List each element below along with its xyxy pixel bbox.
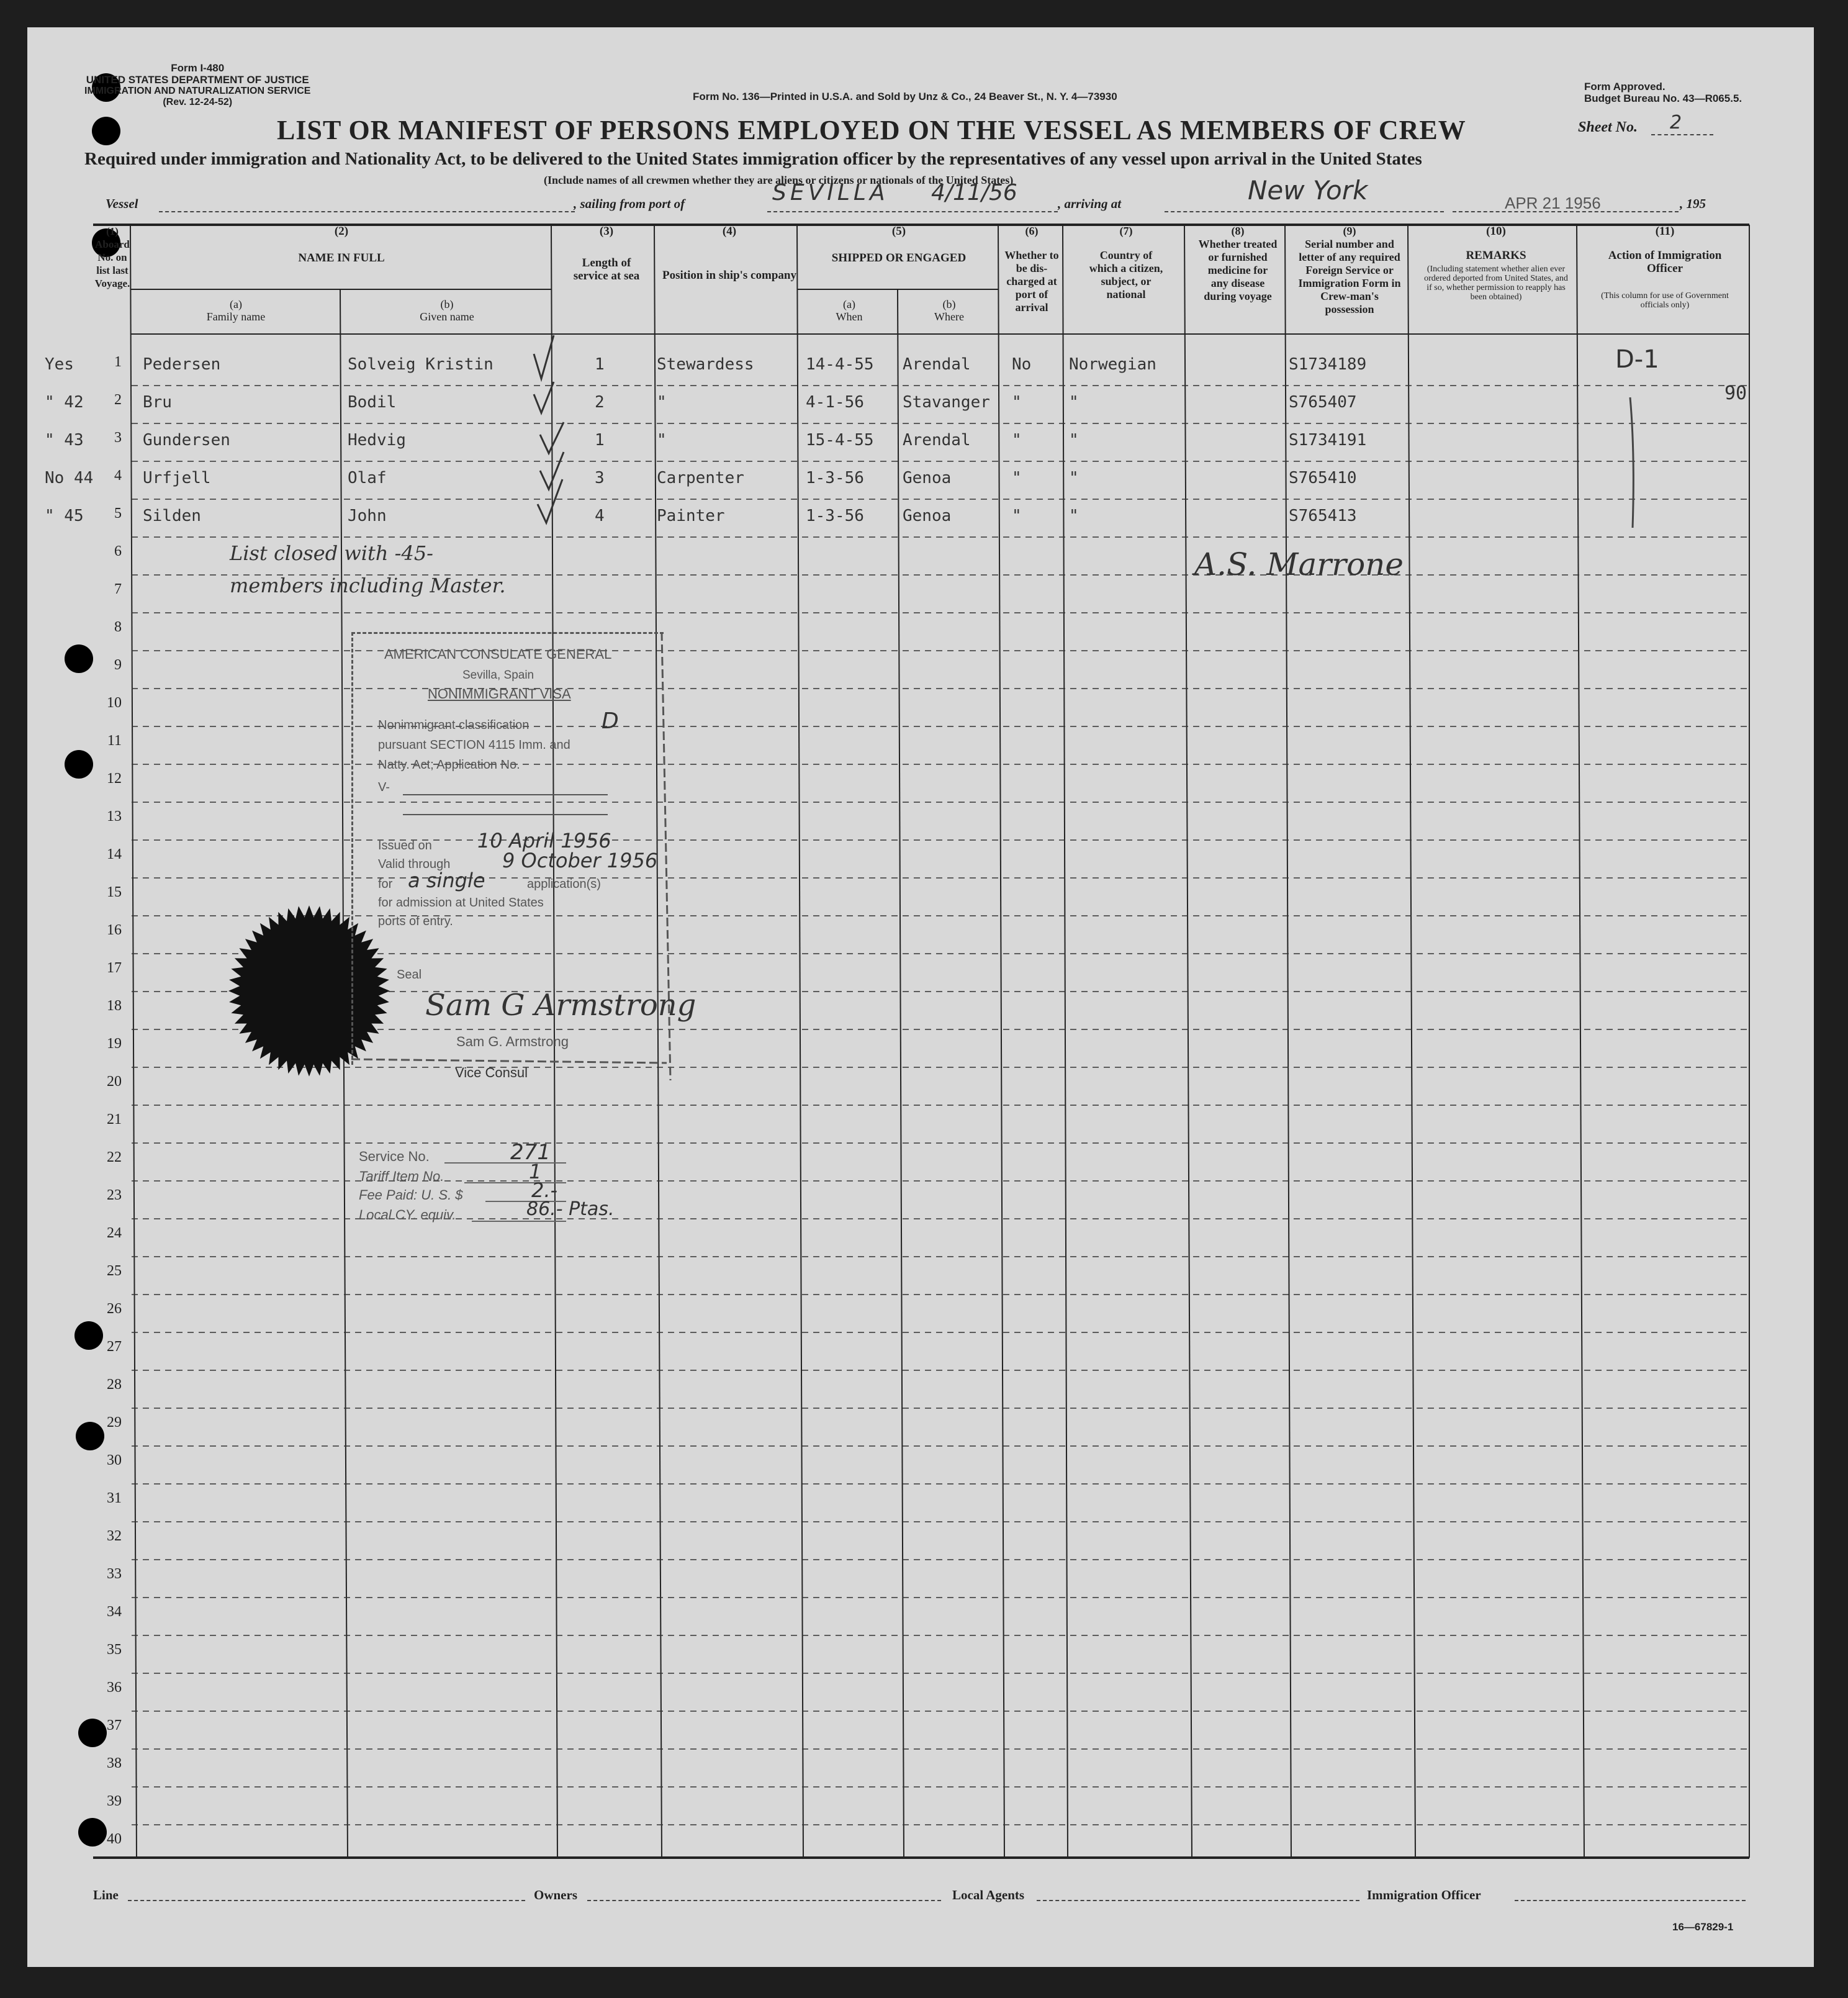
stamp-line1: AMERICAN CONSULATE GENERAL — [384, 646, 612, 662]
cell-shipped-when: 1-3-56 — [806, 507, 864, 525]
row-number: 9 — [114, 657, 122, 673]
col-number: (2) — [334, 225, 349, 238]
cell-shipped-where: Arendal — [903, 355, 971, 374]
row-number: 23 — [107, 1187, 122, 1203]
cell-shipped-where: Genoa — [903, 469, 952, 487]
local-line — [472, 1221, 566, 1222]
approval-line: Budget Bureau No. 43—R065.5. — [1584, 93, 1742, 104]
col-number: (3) — [599, 225, 614, 238]
fee-value: 2.- — [531, 1178, 558, 1202]
col-label: SHIPPED OR ENGAGED — [831, 251, 967, 264]
col-number: (b) — [440, 298, 454, 310]
sailing-date: 4/11/56 — [931, 180, 1017, 206]
col-note: (This column for use of Government officials only) — [1601, 291, 1729, 310]
cell-country: " — [1069, 507, 1079, 525]
list-closed-line1: List closed with -45- — [230, 541, 433, 565]
col6-header — [1001, 225, 1063, 314]
row-number: 22 — [107, 1149, 122, 1165]
stamp-v-line — [403, 814, 608, 815]
col5-header — [800, 225, 998, 264]
col-label: Given name — [420, 310, 474, 323]
cell-discharge: " — [1012, 431, 1022, 450]
cell-service-length: 4 — [595, 507, 605, 525]
action-mark: D-1 — [1615, 345, 1659, 374]
col-note: (Including statement whether alien ever ordered deported from United States, and if so, whether permission to reapply has been obtained) — [1424, 264, 1568, 302]
arriving-label: , arriving at — [1058, 196, 1122, 211]
local-value: 86.- Ptas. — [526, 1198, 615, 1220]
cell-shipped-when: 4-1-56 — [806, 393, 864, 412]
valid-label: Valid through — [378, 857, 451, 871]
for-value: a single — [408, 869, 485, 892]
fee-label: Fee Paid: U. S. $ — [359, 1187, 463, 1203]
cell-aboard: " 45 — [45, 507, 84, 525]
sailing-port: SEVILLA — [772, 180, 889, 206]
row-number: 14 — [107, 846, 122, 862]
row-number: 4 — [114, 468, 122, 484]
form-id-line: Form I-480 — [171, 62, 225, 74]
cell-discharge: " — [1012, 469, 1022, 487]
valid-date: 9 October 1956 — [502, 849, 658, 872]
stamp-v-line — [403, 794, 608, 795]
form-id-line: IMMIGRATION AND NATURALIZATION SERVICE — [84, 86, 311, 96]
col2-header — [132, 225, 551, 264]
cell-discharge: " — [1012, 507, 1022, 525]
row-number: 15 — [107, 884, 122, 900]
visa-stamp — [351, 632, 696, 1080]
row-number: 37 — [107, 1717, 122, 1734]
footer-agents-label: Local Agents — [952, 1887, 1025, 1902]
cell-serial-number: S1734189 — [1289, 355, 1367, 374]
cell-service-length: 3 — [595, 469, 605, 487]
row-number: 2 — [114, 392, 122, 408]
cell-aboard: Yes — [45, 355, 74, 374]
col-label: Where — [934, 310, 964, 323]
row-number: 35 — [107, 1642, 122, 1658]
row-number: 21 — [107, 1111, 122, 1128]
page-title: LIST OR MANIFEST OF PERSONS EMPLOYED ON THE VESSEL AS MEMBERS OF CREW — [277, 115, 1466, 145]
col-number: (7) — [1119, 225, 1133, 237]
col-number: (8) — [1231, 225, 1245, 237]
cell-shipped-where: Stavanger — [903, 393, 990, 412]
approval-line: Form Approved. — [1584, 81, 1665, 93]
row-number: 39 — [107, 1793, 122, 1809]
vessel-label: Vessel — [106, 196, 138, 211]
col-label: Family name — [206, 310, 266, 323]
classification-label: Nonimmigrant classification — [378, 718, 530, 732]
stamp-v-label: V- — [378, 780, 390, 794]
col-label: Whether treated or furnished medicine for any disease during voyage — [1198, 238, 1278, 302]
cell-given-name: Solveig Kristin — [348, 355, 494, 374]
tariff-value: 1 — [529, 1160, 542, 1183]
cell-service-length: 1 — [595, 431, 605, 450]
stamp-pursuant: pursuant SECTION 4115 Imm. and — [378, 738, 570, 752]
cell-serial-number: S1734191 — [1289, 431, 1367, 450]
row-number: 3 — [114, 430, 122, 446]
cell-aboard: No 44 — [45, 469, 94, 487]
arriving-port: New York — [1248, 175, 1368, 206]
col-label: REMARKS — [1466, 249, 1526, 262]
cell-discharge: " — [1012, 393, 1022, 412]
footer-officer-label: Immigration Officer — [1367, 1887, 1481, 1902]
row-number: 12 — [107, 771, 122, 787]
stamp-line3: NONIMMIGRANT VISA — [428, 686, 571, 702]
footer-owners-rule — [587, 1900, 941, 1901]
cell-position: Painter — [657, 507, 725, 525]
row-number: 19 — [107, 1036, 122, 1052]
cell-shipped-when: 15-4-55 — [806, 431, 874, 450]
subtitle: Required under immigration and Nationality Act, to be delivered to the United States immigration officer by the representatives of any vessel upon arrival in the United States — [84, 149, 1422, 169]
row-number: 29 — [107, 1414, 122, 1431]
row-number: 5 — [114, 505, 122, 522]
for-label: for — [378, 877, 393, 891]
col-number: (a) — [843, 298, 855, 310]
cell-given-name: Olaf — [348, 469, 387, 487]
cell-service-length: 2 — [595, 393, 605, 412]
col-label: When — [836, 310, 863, 323]
cell-service-length: 1 — [595, 355, 605, 374]
cell-given-name: John — [348, 507, 387, 525]
col-label: Whether to be dis-charged at port of arrival — [1004, 249, 1059, 314]
row-number: 13 — [107, 808, 122, 825]
col3-header — [559, 225, 654, 283]
cell-discharge: No — [1012, 355, 1032, 374]
col10-header — [1412, 225, 1580, 302]
footer-officer-rule — [1515, 1900, 1746, 1901]
cell-family-name: Gundersen — [143, 431, 230, 450]
footer-line-rule — [128, 1900, 525, 1901]
cell-aboard: " 43 — [45, 431, 84, 450]
cell-serial-number: S765413 — [1289, 507, 1357, 525]
col2a-header — [132, 298, 340, 323]
seal-label: Seal — [397, 968, 422, 982]
col-number: (b) — [942, 298, 956, 310]
col-label: Position in ship's company — [662, 269, 796, 282]
cell-serial-number: S765410 — [1289, 469, 1357, 487]
cell-family-name: Urfjell — [143, 469, 211, 487]
cell-country: " — [1069, 393, 1079, 412]
cell-country: " — [1069, 469, 1079, 487]
row-number: 40 — [107, 1831, 122, 1847]
cell-given-name: Hedvig — [348, 431, 406, 450]
footer-owners-label: Owners — [534, 1887, 577, 1902]
col-number: (1) — [106, 225, 119, 237]
col-number: (6) — [1025, 225, 1039, 237]
row-number: 11 — [107, 733, 122, 749]
cell-country: " — [1069, 431, 1079, 450]
issued-date: 10 April 1956 — [477, 829, 611, 852]
ports-label: ports of entry. — [378, 915, 453, 928]
cell-family-name: Bru — [143, 393, 172, 412]
cell-position: Carpenter — [657, 469, 744, 487]
cell-shipped-where: Genoa — [903, 507, 952, 525]
row-number: 26 — [107, 1301, 122, 1317]
form-id-line: (Rev. 12-24-52) — [163, 97, 233, 107]
col-number: (10) — [1486, 225, 1506, 238]
row-number: 36 — [107, 1679, 122, 1696]
col-label: Serial number and letter of any required Foreign Service or Immigration Form in Crew-man's possession — [1298, 238, 1401, 315]
row-number: 25 — [107, 1263, 122, 1279]
stamp-line2: Sevilla, Spain — [462, 669, 534, 682]
sheet-number: 2 — [1670, 112, 1682, 133]
cell-family-name: Silden — [143, 507, 201, 525]
col1-header — [93, 225, 132, 290]
admission-label: for admission at United States — [378, 896, 544, 910]
col-number: (5) — [891, 225, 906, 238]
local-label: Local CY. equiv. — [359, 1207, 456, 1223]
cell-shipped-when: 14-4-55 — [806, 355, 874, 374]
row-number: 34 — [107, 1604, 122, 1620]
include-note: (Include names of all crewmen whether they are aliens or citizens or nationals of the United States) — [544, 174, 1014, 186]
cell-position: " — [657, 393, 667, 412]
stamp-natty: Natty. Act; Application No. — [378, 758, 520, 772]
col-label: Aboard No. on list last Voyage. — [94, 238, 130, 289]
row-number: 31 — [107, 1490, 122, 1506]
col9-header — [1289, 225, 1410, 316]
signer-title: Vice Consul — [455, 1065, 528, 1080]
row-number: 8 — [114, 619, 122, 635]
row-number: 18 — [107, 998, 122, 1014]
row-number: 24 — [107, 1225, 122, 1241]
footer-code: 16—67829-1 — [1672, 1921, 1734, 1933]
row-number: 27 — [107, 1339, 122, 1355]
col4-header — [662, 225, 797, 282]
cell-country: Norwegian — [1069, 355, 1156, 374]
form-id-line: UNITED STATES DEPARTMENT OF JUSTICE — [86, 74, 309, 86]
row-number: 7 — [114, 581, 122, 597]
col-label: Length of service at sea — [573, 256, 640, 283]
row-number: 17 — [107, 960, 122, 976]
row-number: 16 — [107, 922, 122, 938]
row-number: 10 — [107, 695, 122, 711]
col-number: (4) — [722, 225, 737, 238]
side-number: 90 — [1724, 382, 1747, 404]
cell-position: Stewardess — [657, 355, 754, 374]
printer-line: Form No. 136—Printed in U.S.A. and Sold by Unz & Co., 24 Beaver St., N. Y. 4—73930 — [693, 91, 1117, 102]
consul-signature: Sam G Armstrong — [425, 988, 696, 1023]
col-label: Action of Immigration Officer — [1608, 249, 1722, 275]
service-value: 271 — [510, 1140, 551, 1165]
arrival-date-stamp: APR 21 1956 — [1505, 194, 1601, 212]
signer-name: Sam G. Armstrong — [456, 1034, 569, 1049]
tariff-label: Tariff Item No. — [359, 1169, 444, 1184]
issued-label: Issued on — [378, 839, 432, 852]
footer-agents-rule — [1037, 1900, 1359, 1901]
cell-given-name: Bodil — [348, 393, 397, 412]
col7-header — [1065, 225, 1187, 301]
service-label: Service No. — [359, 1149, 430, 1164]
row-number: 33 — [107, 1566, 122, 1582]
row-number: 20 — [107, 1074, 122, 1090]
cell-shipped-where: Arendal — [903, 431, 971, 450]
signature-col8: A.S. Marrone — [1194, 546, 1404, 582]
year-label: , 195 — [1680, 196, 1706, 211]
row-number: 6 — [114, 543, 122, 559]
classification-value: D — [602, 708, 619, 734]
row-number: 1 — [114, 354, 122, 370]
cell-serial-number: S765407 — [1289, 393, 1357, 412]
cell-shipped-when: 1-3-56 — [806, 469, 864, 487]
sheet-label: Sheet No. — [1578, 119, 1638, 135]
footer-line-label: Line — [93, 1887, 119, 1902]
list-closed-line2: members including Master. — [230, 574, 506, 597]
row-number: 32 — [107, 1528, 122, 1544]
col11-header — [1580, 225, 1749, 310]
col-label: Country of which a citizen, subject, or national — [1089, 249, 1163, 301]
row-number: 30 — [107, 1452, 122, 1468]
row-number: 38 — [107, 1755, 122, 1771]
applications-label: application(s) — [527, 877, 601, 891]
col2b-header — [343, 298, 551, 323]
cell-position: " — [657, 431, 667, 450]
row-number: 28 — [107, 1376, 122, 1393]
sailing-label: , sailing from port of — [574, 196, 685, 211]
col-number: (11) — [1655, 225, 1675, 238]
col5a-header — [801, 298, 898, 323]
col-label: NAME IN FULL — [298, 251, 385, 264]
col-number: (a) — [230, 298, 242, 310]
cell-family-name: Pedersen — [143, 355, 221, 374]
cell-aboard: " 42 — [45, 393, 84, 412]
col8-header — [1188, 225, 1287, 303]
col5b-header — [900, 298, 998, 323]
col-number: (9) — [1343, 225, 1356, 237]
